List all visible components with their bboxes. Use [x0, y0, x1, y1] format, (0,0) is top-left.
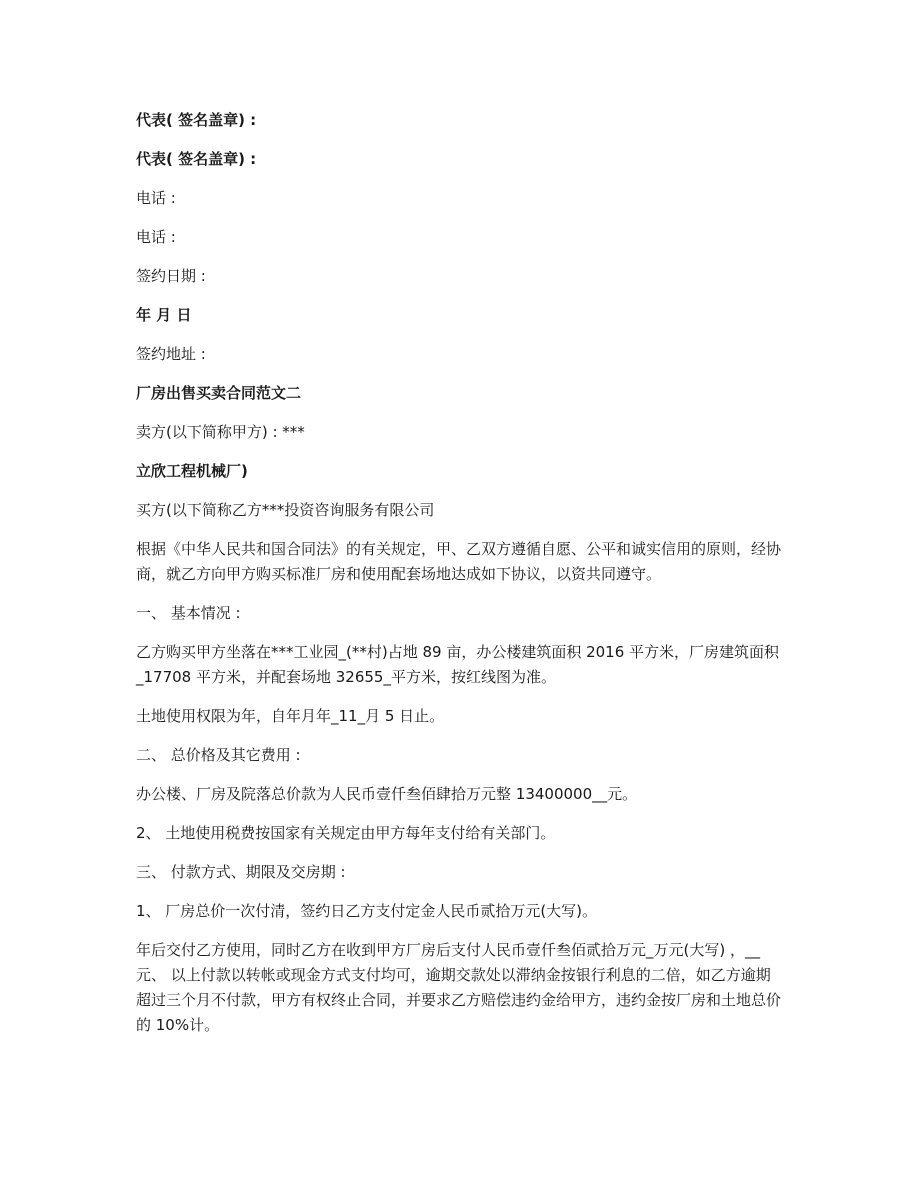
date-placeholder: 年 月 日 [136, 306, 192, 324]
preamble-paragraph: 根据《中华人民共和国合同法》的有关规定，甲、乙双方遵循自愿、公平和诚实信用的原则，经协商，就乙方向甲方购买标准厂房和使用配套场地达成如下协议，以资共同遵守。 [136, 540, 782, 583]
signing-date-label: 签约日期 : [136, 267, 206, 285]
phone-line-2: 电话 : [136, 228, 176, 246]
rep-signature-line-1: 代表( 签名盖章) : [136, 111, 257, 129]
payment-terms-paragraph: 年后交付乙方使用，同时乙方在收到甲方厂房后支付人民币壹仟叁佰贰拾万元_万元(大写) ，__元、 以上付款以转帐或现金方式支付均可，逾期交款处以滞纳金按银行利息的二倍，如乙方逾期超过三个月不付款，甲方有权终止合同，并要求乙方赔偿违约金给甲方，违约金按厂房和土地总价的 10%计。 [136, 941, 782, 1034]
total-price-line: 办公楼、厂房及院落总价款为人民币壹仟叁佰肆拾万元整 13400000__元。 [136, 785, 638, 803]
section-title: 厂房出售买卖合同范文二 [136, 384, 302, 402]
payment-item-1: 1、 厂房总价一次付清，签约日乙方支付定金人民币贰拾万元(大写)。 [136, 902, 598, 920]
signing-place-label: 签约地址 : [136, 345, 206, 363]
land-tax-line: 2、 土地使用税费按国家有关规定由甲方每年支付给有关部门。 [136, 824, 556, 842]
buyer-line: 买方(以下简称乙方***投资咨询服务有限公司 [136, 501, 435, 519]
rep-signature-line-2: 代表( 签名盖章) : [136, 150, 257, 168]
phone-line-1: 电话 : [136, 189, 176, 207]
document-page [136, 108, 784, 1052]
basic-info-paragraph: 乙方购买甲方坐落在***工业园_(**村)占地 89 亩，办公楼建筑面积 2016 平方米，厂房建筑面积_17708 平方米，并配套场地 32655_平方米，按红线图为准。 [136, 643, 780, 686]
heading-basic-info: 一、 基本情况 : [136, 604, 241, 622]
heading-price: 二、 总价格及其它费用 : [136, 746, 301, 764]
land-term-line: 土地使用权限为年，自年月年_11_月 5 日止。 [136, 707, 445, 725]
seller-line: 卖方(以下简称甲方) : *** [136, 423, 305, 441]
heading-payment: 三、 付款方式、期限及交房期 : [136, 863, 346, 881]
seller-name-line: 立欣工程机械厂) [136, 462, 248, 480]
